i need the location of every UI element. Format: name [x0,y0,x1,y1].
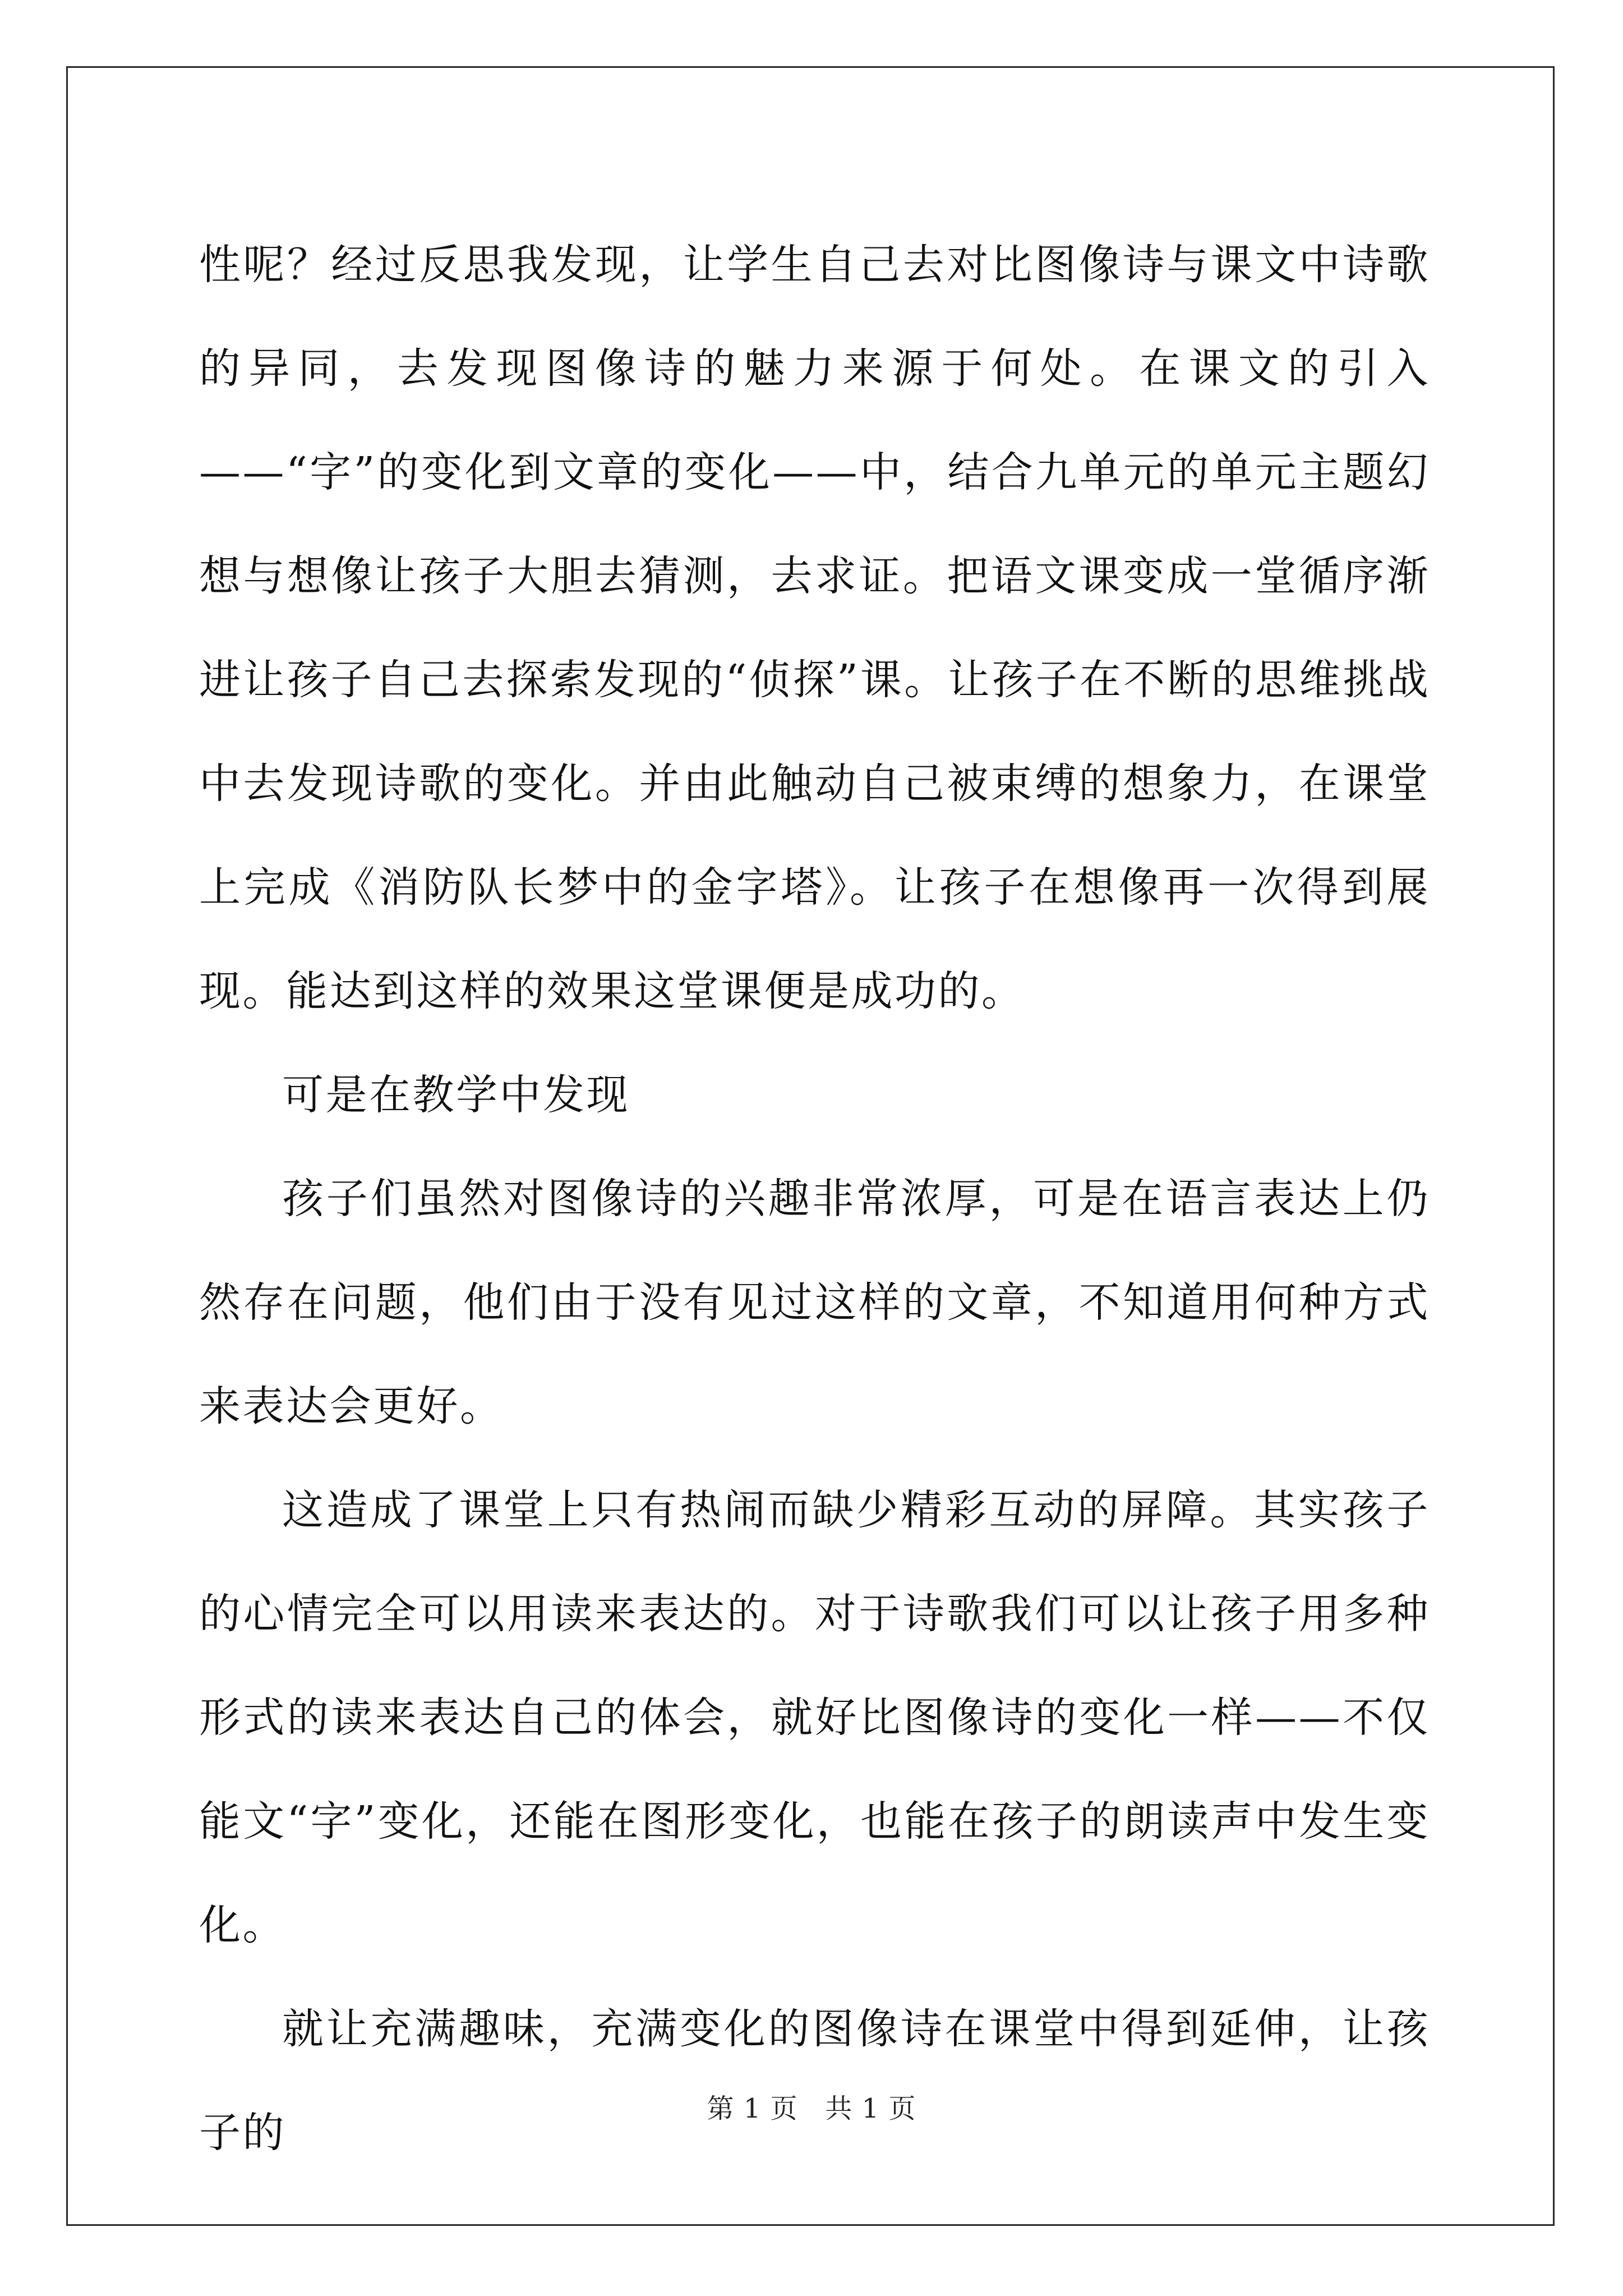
paragraph-short: 可是在教学中发现 [282,1071,630,1119]
page-number: 第 1 页 [707,2093,798,2124]
paragraph-continued: 性呢？经过反思我发现，让学生自己去对比图像诗与课文中诗歌的异同，去发现图像诗的魅力来源于何处。在课文的引入——“字”的变化到文章的变化——中，结合九单元的单元主题幻想与想像让孩子大胆去猜测，去求证。把语文课变成一堂循序渐进让孩子自己去探索发现的“侦探”课。让孩子在不断的思维挑战中去发现诗歌的变化。并由此触动自己被束缚的想象力，在课堂上完成《消防队长梦中的金字塔》。让孩子在想像再一次得到展现。能达到这样的效果这堂课便是成功的。 [199,241,1430,1015]
footer-separator [798,2093,826,2124]
page-total: 共 1 页 [825,2093,916,2124]
page-footer [0,2087,1623,2125]
paragraph: 孩子们虽然对图像诗的兴趣非常浓厚，可是在语言表达上仍然存在问题，他们由于没有见过这样的文章，不知道用何种方式来表达会更好。 [199,1175,1430,1430]
paragraph-truncated: 就让充满趣味，充满变化的图像诗在课堂中得到延伸，让孩子的 [199,2005,1430,2157]
document-body [199,213,1430,2185]
paragraph: 这造成了课堂上只有热闹而缺少精彩互动的屏障。其实孩子的心情完全可以用读来表达的。对于诗歌我们可以让孩子用多种形式的读来表达自己的体会，就好比图像诗的变化一样——不仅能文“字”变化，还能在图形变化，也能在孩子的朗读声中发生变化。 [199,1486,1430,1949]
